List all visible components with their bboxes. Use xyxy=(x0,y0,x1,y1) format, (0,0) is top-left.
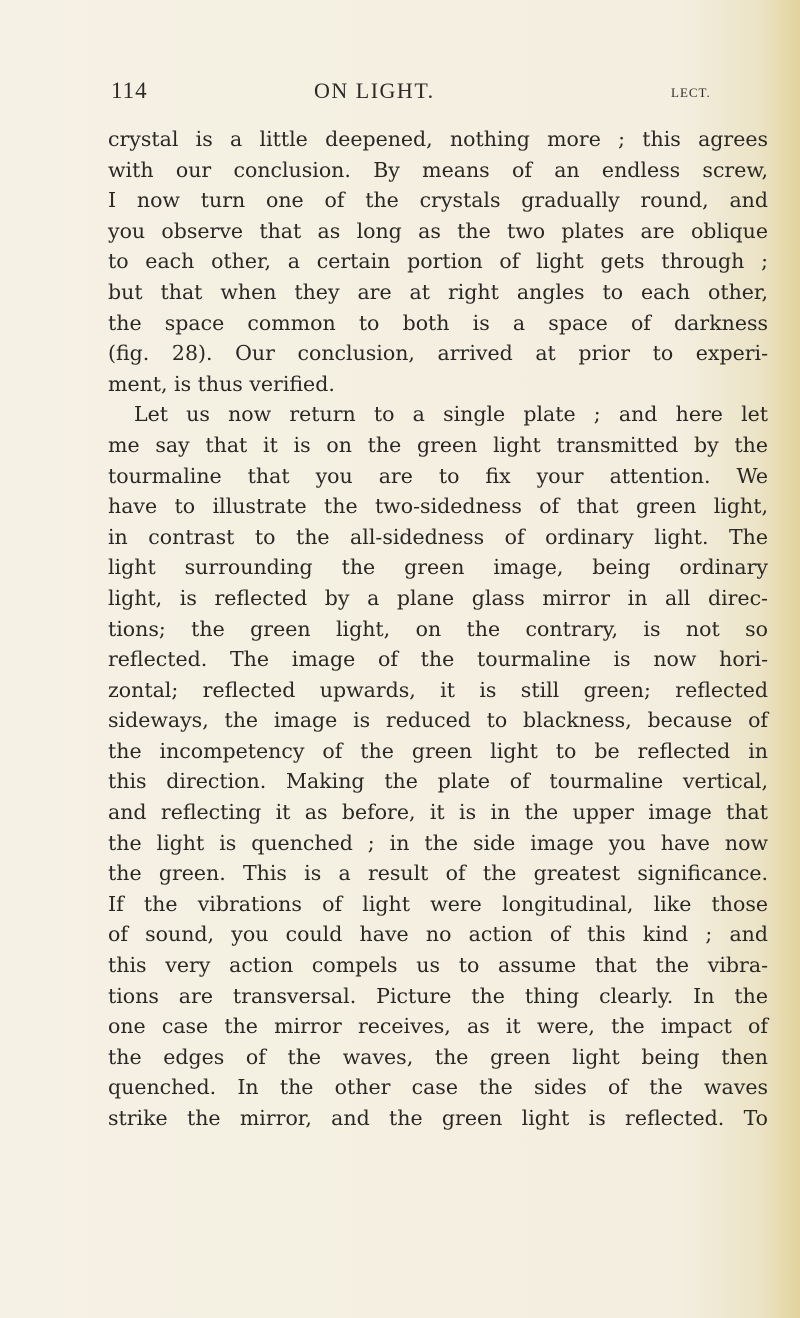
text-line: you observe that as long as the two plates are oblique xyxy=(108,218,768,243)
text-line: the green. This is a result of the greatest significance. xyxy=(108,861,768,886)
text-line: this very action compels us to assume that the vibra- xyxy=(108,953,768,978)
text-line: the edges of the waves, the green light being then xyxy=(108,1044,768,1069)
text-line: to each other, a certain portion of light gets through ; xyxy=(108,249,768,274)
page-number: 114 xyxy=(111,78,148,103)
section-label: LECT. xyxy=(671,85,711,100)
text-line: tions are transversal. Picture the thing clearly. In the xyxy=(108,983,768,1008)
text-line: the space common to both is a space of darkness xyxy=(108,310,768,335)
text-line: zontal; reflected upwards, it is still green; reflected xyxy=(108,677,768,702)
text-line: with our conclusion. By means of an endless screw, xyxy=(108,157,768,182)
text-line: Let us now return to a single plate ; and here let xyxy=(134,402,768,427)
body-text xyxy=(108,124,768,1134)
text-line: in contrast to the all-sidedness of ordinary light. The xyxy=(108,524,768,549)
text-line: me say that it is on the green light transmitted by the xyxy=(108,432,768,457)
text-line: of sound, you could have no action of this kind ; and xyxy=(108,922,768,947)
text-line: ment, is thus verified. xyxy=(108,371,335,396)
text-line: I now turn one of the crystals gradually round, and xyxy=(108,188,768,213)
text-line: strike the mirror, and the green light is reflected. To xyxy=(108,1106,768,1130)
text-line: have to illustrate the two-sidedness of that green light, xyxy=(108,494,768,519)
text-line: quenched. In the other case the sides of the waves xyxy=(108,1075,768,1100)
text-line: and reflecting it as before, it is in the upper image that xyxy=(108,800,768,825)
text-line: one case the mirror receives, as it were, the impact of xyxy=(108,1014,768,1039)
text-line: reflected. The image of the tourmaline is now hori- xyxy=(108,647,768,672)
text-line: crystal is a little deepened, nothing more ; this agrees xyxy=(108,127,768,151)
text-line: sideways, the image is reduced to blackness, because of xyxy=(108,708,768,733)
text-line: If the vibrations of light were longitudinal, like those xyxy=(108,891,768,916)
running-title: ON LIGHT. xyxy=(314,78,435,103)
text-line: light surrounding the green image, being ordinary xyxy=(108,555,768,580)
text-line: the incompetency of the green light to be reflected in xyxy=(108,738,768,763)
page-header xyxy=(111,78,766,110)
text-line: but that when they are at right angles to each other, xyxy=(108,279,768,304)
text-line: (fig. 28). Our conclusion, arrived at prior to experi- xyxy=(108,341,768,366)
text-line: tions; the green light, on the contrary, is not so xyxy=(108,616,768,641)
text-line: this direction. Making the plate of tourmaline vertical, xyxy=(108,769,768,794)
text-line: tourmaline that you are to fix your attention. We xyxy=(108,463,768,488)
text-line: light, is reflected by a plane glass mirror in all direc- xyxy=(108,585,768,610)
text-line: the light is quenched ; in the side image you have now xyxy=(108,830,768,855)
